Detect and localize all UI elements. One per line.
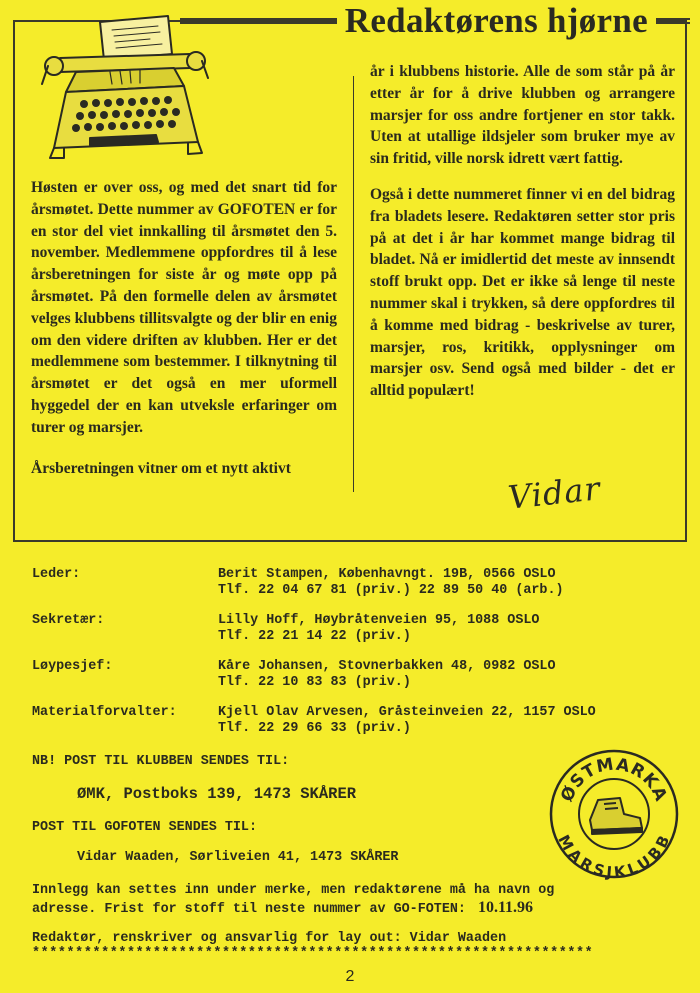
page-title: Redaktørens hjørne: [337, 1, 656, 41]
stamp-bottom-text: MARSJKLUBB: [554, 831, 674, 880]
contact-phone: Tlf. 22 21 14 22 (priv.): [218, 629, 411, 644]
contact-list: [32, 567, 672, 751]
submission-deadline: 10.11.96: [477, 899, 534, 916]
article-paragraph: Også i dette nummeret finner vi en del bidrag fra bladets lesere. Redaktøren setter stor pris på at det i år har kommet mange bidrag til bladet. Nå er imidlertid det meste av innsendt stoff brukt opp. Det er ikke så lenge til neste nummer skal i trykken, så dere oppfordres til å komme med bidrag - beskrivelse av turer, marsjer, ros, kritikk, opplysninger om marsjer osv. Send også med bilder - det er alltid populært!: [370, 185, 675, 400]
contact-address: Berit Stampen, Københavngt. 19B, 0566 OSLO: [218, 567, 556, 582]
editor-credit: Redaktør, renskriver og ansvarlig for lay out: Vidar Waaden: [32, 931, 507, 946]
contact-trail-manager: [32, 659, 672, 691]
contact-address: Lilly Hoff, Høybråtenveien 95, 1088 OSLO: [218, 613, 540, 628]
contact-phone: Tlf. 22 29 66 33 (priv.): [218, 721, 411, 736]
contact-role: Leder:: [32, 567, 81, 582]
contact-details: [218, 613, 539, 645]
title-bar: [180, 3, 690, 39]
article-left-column: [31, 177, 337, 479]
stamp-top-text: ØSTMARKA: [557, 754, 671, 805]
contact-address: Kåre Johansen, Stovnerbakken 48, 0982 OSLO: [218, 659, 556, 674]
article-paragraph: Høsten er over oss, og med det snart tid for årsmøtet. Dette nummer av GOFOTEN er for en stor del viet innkalling til årsmøtet den 5. november. Medlemmene oppfordres til å lese årsberetningen for siste år og møte opp på årsmøtet. På den formelle delen av årsmøtet velges klubbens tillitsvalgte og der blir en enig om den videre driften av klubben. Her er det medlemmene som bestemmer. I tilknytning til årsmøtet er det også en mer uformell hyggedel der en kan utveksle erfaringer om turer og marsjer.: [31, 179, 337, 436]
article-paragraph: år i klubbens historie. Alle de som står på år etter år for å drive klubben og arrangere marsjer for oss andre fortjener en stor takk. Uten at utallige ildsjeler som bruker mye av sin fritid, ville norsk idrett vært fattig.: [370, 63, 675, 168]
article-right-column: [370, 61, 675, 416]
contact-details: [218, 567, 564, 599]
submission-note-text: adresse. Frist for stoff til neste nummer av GO-FOTEN:: [32, 902, 466, 917]
contact-phone: Tlf. 22 04 67 81 (priv.) 22 89 50 40 (arb.): [218, 583, 564, 598]
contact-phone: Tlf. 22 10 83 83 (priv.): [218, 675, 411, 690]
submission-note: [32, 882, 672, 918]
contact-role: Sekretær:: [32, 613, 105, 628]
page-number: 2: [345, 968, 355, 985]
gofoten-mail-address: Vidar Waaden, Sørliveien 41, 1473 SKÅRER: [77, 850, 399, 865]
club-mail-address: ØMK, Postboks 139, 1473 SKÅRER: [77, 785, 357, 803]
typewriter-icon: [40, 14, 210, 166]
article-paragraph: Årsberetningen vitner om et nytt aktivt: [31, 459, 291, 477]
column-divider: [353, 76, 354, 492]
submission-note-line-2: [32, 899, 672, 918]
submission-note-line: Innlegg kan settes inn under merke, men redaktørene må ha navn og: [32, 883, 555, 898]
contact-leader: [32, 567, 672, 599]
contact-role: Materialforvalter:: [32, 705, 177, 720]
club-logo-stamp: [548, 748, 680, 880]
contact-role: Løypesjef:: [32, 659, 113, 674]
contact-details: [218, 705, 596, 737]
gofoten-mail-label: POST TIL GOFOTEN SENDES TIL:: [32, 820, 257, 835]
club-mail-label: NB! POST TIL KLUBBEN SENDES TIL:: [32, 754, 290, 769]
contact-details: [218, 659, 556, 691]
contact-equipment-manager: [32, 705, 672, 737]
contact-address: Kjell Olav Arvesen, Gråsteinveien 22, 1157 OSLO: [218, 705, 596, 720]
editor-signature: Vidar: [506, 469, 603, 517]
title-rule-right: [656, 18, 690, 24]
contact-secretary: [32, 613, 672, 645]
star-divider: *****************************************************************: [32, 946, 594, 961]
